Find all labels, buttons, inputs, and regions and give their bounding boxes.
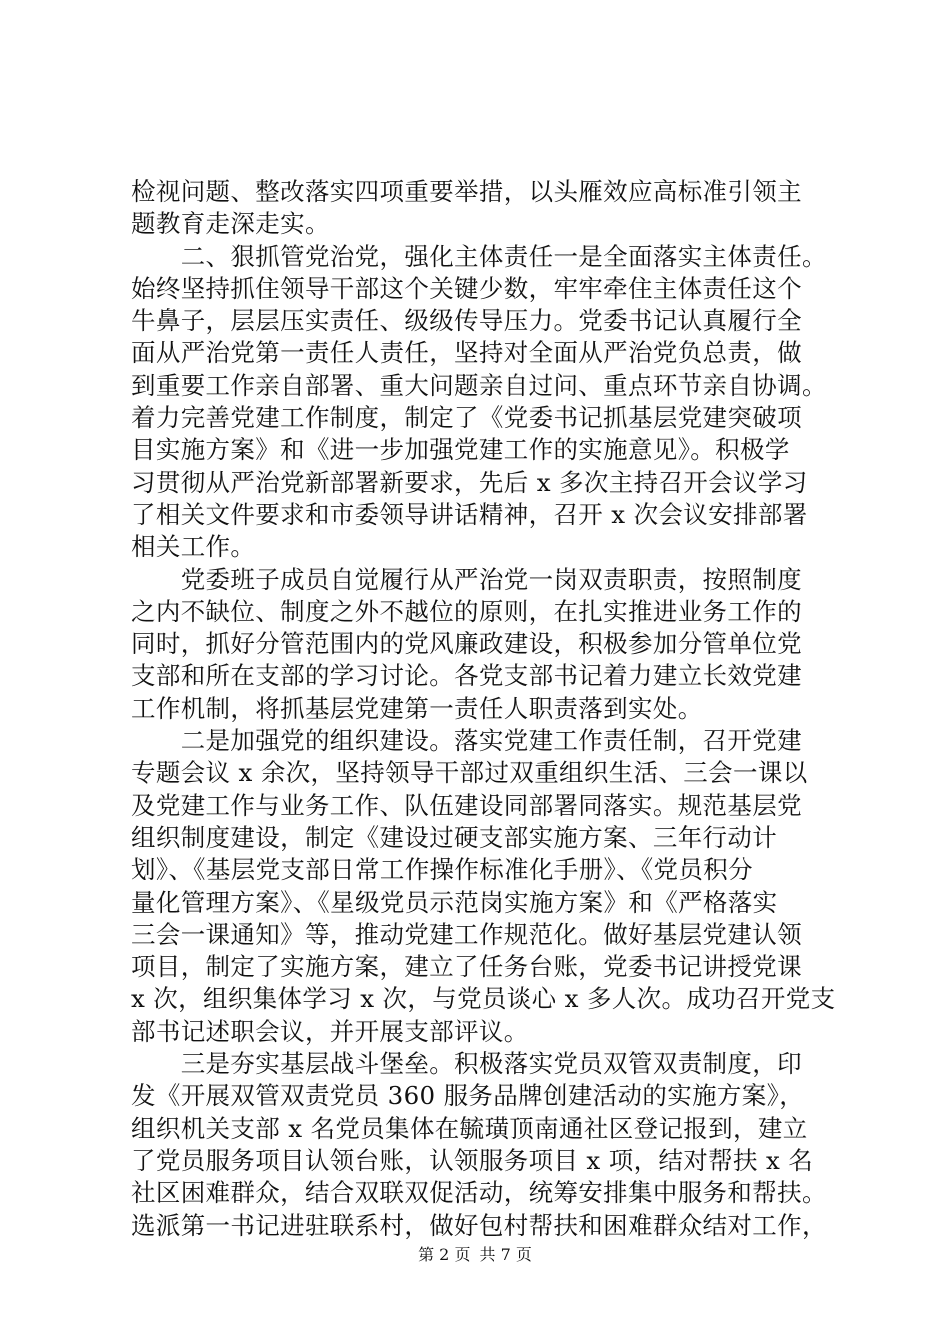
- text-line: 量化管理方案》、《星级党员示范岗实施方案》和《严格落实: [131, 887, 778, 917]
- text-line: 到重要工作亲自部署、重大问题亲自过问、重点环节亲自协调。: [131, 370, 827, 400]
- page-total: 共 7 页: [479, 1245, 532, 1264]
- text-line: 及党建工作与业务工作、队伍建设同部署同落实。规范基层党: [131, 790, 802, 820]
- text-line: 支部和所在支部的学习讨论。各党支部书记着力建立长效党建: [131, 661, 802, 691]
- text-line: 社区困难群众，结合双联双促活动，统筹安排集中服务和帮扶。: [131, 1178, 827, 1208]
- text-line: 项目，制定了实施方案，建立了任务台账，党委书记讲授党课: [131, 952, 802, 982]
- text-line: 同时，抓好分管范围内的党风廉政建设，积极参加分管单位党: [131, 629, 802, 659]
- text-line: 部书记述职会议，并开展支部评议。: [131, 1016, 529, 1046]
- text-line: 检视问题、整改落实四项重要举措，以头雁效应高标准引领主: [131, 177, 802, 206]
- document-body: [131, 176, 851, 1242]
- text-line: 二、狠抓管党治党，强化主体责任一是全面落实主体责任。: [131, 241, 827, 271]
- text-line: 党委班子成员自觉履行从严治党一岗双责职责，按照制度: [131, 564, 802, 594]
- text-line: 三是夯实基层战斗堡垒。积极落实党员双管双责制度，印: [131, 1049, 802, 1079]
- text-line: 选派第一书记进驻联系村，做好包村帮扶和困难群众结对工作，: [131, 1210, 827, 1240]
- text-line: 牛鼻子，层层压实责任、级级传导压力。党委书记认真履行全: [131, 306, 802, 336]
- text-line: 划》、《基层党支部日常工作操作标准化手册》、《党员积分: [131, 855, 753, 885]
- text-line: 习贯彻从严治党新部署新要求，先后 x 多次主持召开会议学习: [131, 467, 808, 497]
- text-line: 三会一课通知》等，推动党建工作规范化。做好基层党建认领: [131, 919, 802, 949]
- text-line: 组织机关支部 x 名党员集体在毓璜顶南通社区登记报到，建立: [131, 1113, 808, 1143]
- page-number: 第 2 页: [418, 1245, 471, 1264]
- text-line: x 次，组织集体学习 x 次，与党员谈心 x 多人次。成功召开党支: [131, 984, 836, 1014]
- text-line: 面从严治党第一责任人责任，坚持对全面从严治党负总责，做: [131, 338, 802, 368]
- text-line: 了相关文件要求和市委领导讲话精神，召开 x 次会议安排部署: [131, 499, 808, 529]
- text-line: 目实施方案》和《进一步加强党建工作的实施意见》。积极学: [131, 435, 790, 465]
- text-line: 着力完善党建工作制度，制定了《党委书记抓基层党建突破项: [131, 403, 802, 433]
- text-line: 组织制度建设，制定《建设过硬支部实施方案、三年行动计: [131, 822, 778, 852]
- text-line: 始终坚持抓住领导干部这个关键少数，牢牢牵住主体责任这个: [131, 273, 802, 303]
- text-line: 专题会议 x 余次，坚持领导干部过双重组织生活、三会一课以: [131, 758, 808, 788]
- text-line: 发《开展双管双责党员 360 服务品牌创建活动的实施方案》，: [131, 1081, 805, 1111]
- text-line: 题教育走深走实。: [131, 209, 330, 239]
- text-line: 工作机制，将抓基层党建第一责任人职责落到实处。: [131, 693, 703, 723]
- page-footer: [0, 1242, 950, 1265]
- text-line: 了党员服务项目认领台账，认领服务项目 x 项，结对帮扶 x 名: [131, 1145, 814, 1175]
- text-line: 相关工作。: [131, 532, 256, 562]
- text-line: 二是加强党的组织建设。落实党建工作责任制，召开党建: [131, 726, 802, 756]
- text-line: 之内不缺位、制度之外不越位的原则，在扎实推进业务工作的: [131, 596, 802, 626]
